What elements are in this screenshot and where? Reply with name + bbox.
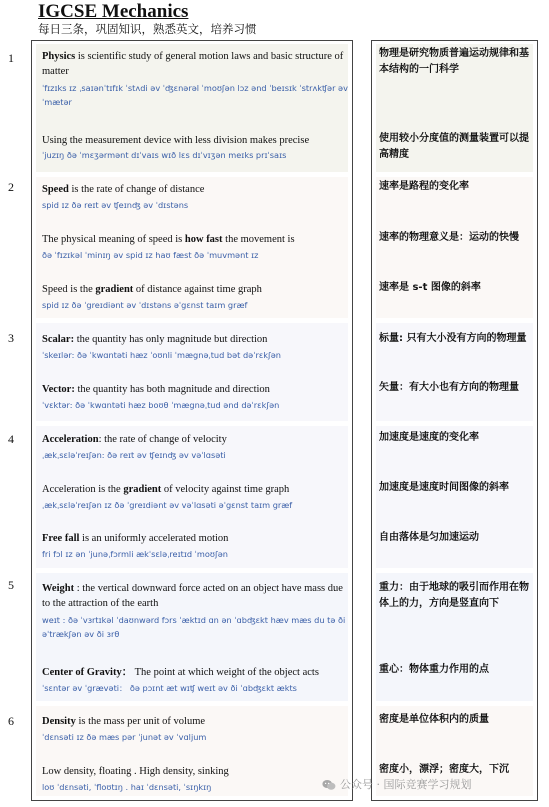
section-number: 5	[8, 578, 14, 592]
phonetic-transcription: ˈskeɪlər: ðə ˈkwɑntəti hæz ˈoʊnli ˈmægnəˌtud bət dəˈrɛkʃən	[42, 350, 281, 360]
chinese-translation: 速率是路程的变化率	[379, 181, 469, 192]
phonetic-transcription: ˈsɛntər əv ˈgrævəti： ðə pɔɪnt æt wɪʧ weɪt əv ði ˈɑbʤɛkt ækts	[42, 683, 297, 693]
phonetic-transcription: ˌækˌsɛləˈreɪʃən ɪz ðə ˈgreɪdiənt əv vəˈlɑsəti əˈgɛnst taɪm græf	[42, 500, 293, 510]
term-definition: Density is the mass per unit of volume	[42, 716, 206, 727]
wechat-icon	[322, 779, 336, 791]
term-definition: Acceleration is the gradient of velocity against time graph	[42, 484, 290, 495]
section-4-band-right	[376, 426, 533, 568]
watermark-text: 公众号 · 国际竞赛学习规划	[340, 778, 472, 791]
term-definition: Low density, floating . High density, sinking	[42, 766, 229, 777]
term-definition: Speed is the rate of change of distance	[42, 184, 205, 195]
section-number: 4	[8, 432, 14, 446]
term: Physics	[42, 51, 76, 62]
chinese-translation: 速率的物理意义是：运动的快慢	[379, 232, 519, 243]
phonetic-transcription: ˈvɛktər: ðə ˈkwɑntəti hæz boʊθ ˈmægnəˌtud ənd dəˈrɛkʃən	[42, 400, 280, 410]
chinese-translation: 物理是研究物质普遍运动规律和基本结构的一门科学	[379, 48, 529, 75]
chinese-translation: 重力：由于地球的吸引而作用在物体上的力，方向是竖直向下	[379, 582, 529, 609]
term-definition: Free fall is an uniformly accelerated motion	[42, 533, 229, 544]
chinese-translation: 速率是 s-t 图像的斜率	[379, 282, 481, 293]
phonetic-transcription: spid ɪz ðə ˈgreɪdiənt əv ˈdɪstəns əˈgɛnst taɪm græf	[42, 300, 248, 310]
term: Scalar:	[42, 334, 75, 345]
term-definition: Center of Gravity： The point at which weight of the object acts	[42, 667, 319, 678]
term: gradient	[95, 284, 134, 295]
term: Acceleration	[42, 434, 99, 445]
term-definition: The physical meaning of speed is how fast the movement is	[42, 234, 295, 245]
chinese-translation: 密度是单位体积内的质量	[379, 714, 489, 725]
chinese-translation: 使用较小分度值的测量装置可以提高精度	[379, 133, 529, 160]
section-number: 6	[8, 714, 14, 728]
chinese-translation: 自由落体是匀加速运动	[379, 532, 479, 543]
term-definition: Scalar: the quantity has only magnitude but direction	[42, 334, 268, 345]
term: Weight	[42, 583, 75, 594]
chinese-translation: 重心：物体重力作用的点	[379, 664, 489, 675]
term: Vector:	[42, 384, 75, 395]
phonetic-transcription: weɪt : ðə ˈvɜrtɪkəl ˈdaʊnwərd fɔrs ˈæktɪd ɑn ən ˈɑbʤɛkt hæv mæs du tə ði əˈtrækʃən əv ði ɜrθ	[42, 615, 346, 639]
chinese-translation: 加速度是速度时间图像的斜率	[379, 482, 509, 493]
phonetic-transcription: loʊ ˈdɛnsəti, ˈfloʊtɪŋ . haɪ ˈdɛnsəti, ˈsɪŋkɪŋ	[42, 782, 212, 792]
term: Speed	[42, 184, 69, 195]
section-number: 2	[8, 180, 14, 194]
phonetic-transcription: ˌækˌsɛləˈreɪʃən: ðə reɪt əv ʧeɪnʤ əv vəˈlɑsəti	[42, 450, 226, 460]
term-definition: Physics is scientific study of general motion laws and basic structure of matter	[42, 51, 344, 77]
term: gradient	[123, 484, 162, 495]
watermark	[322, 776, 472, 794]
term: Free fall	[42, 533, 80, 544]
term: Center of Gravity：	[42, 667, 133, 678]
page-subtitle: 每日三条，巩固知识，熟悉英文，培养习惯	[38, 24, 257, 36]
chinese-translation: 加速度是速度的变化率	[379, 432, 479, 443]
chinese-translation: 密度小，漂浮；密度大，下沉	[379, 764, 509, 775]
document-header	[38, 2, 257, 37]
term-definition: Speed is the gradient of distance against time graph	[42, 284, 262, 295]
section-number: 3	[8, 331, 14, 345]
phonetic-transcription: fri fɔl ɪz ən ˈjunəˌfɔrmli ækˈsɛləˌreɪtɪd ˈmoʊʃən	[42, 549, 228, 559]
term-definition: Acceleration: the rate of change of velocity	[42, 434, 227, 445]
term: how fast	[184, 234, 223, 245]
term-definition: Weight : the vertical downward force acted on an object have mass due to the attraction of the earth	[42, 583, 343, 609]
term-definition: Using the measurement device with less division makes precise	[42, 135, 310, 146]
phonetic-transcription: ˈfɪzɪks ɪz ˌsaɪənˈtɪfɪk ˈstʌdi əv ˈʤɛnərəl ˈmoʊʃən lɔz ənd ˈbeɪsɪk ˈstrʌkʧər əv ˈmætər	[42, 83, 348, 107]
phonetic-transcription: ˈjuzɪŋ ðə ˈmɛʒərmənt dɪˈvaɪs wɪð lɛs dɪˈvɪʒən meɪks prɪˈsaɪs	[42, 150, 287, 160]
chinese-translation: 标量: 只有大小没有方向的物理量	[379, 333, 527, 344]
chinese-translation: 矢量：有大小也有方向的物理量	[379, 382, 519, 393]
phonetic-transcription: ˈdɛnsəti ɪz ðə mæs pər ˈjunət əv ˈvɑljum	[42, 732, 207, 742]
term-definition: Vector: the quantity has both magnitude and direction	[42, 384, 270, 395]
term: Density	[42, 716, 76, 727]
phonetic-transcription: ðə ˈfɪzɪkəl ˈminɪŋ əv spid ɪz haʊ fæst ðə ˈmuvmənt ɪz	[42, 250, 259, 260]
page-title: IGCSE Mechanics	[38, 1, 189, 22]
phonetic-transcription: spid ɪz ðə reɪt əv ʧeɪnʤ əv ˈdɪstəns	[42, 200, 189, 210]
section-2-band-right	[376, 177, 533, 318]
section-number: 1	[8, 51, 14, 65]
